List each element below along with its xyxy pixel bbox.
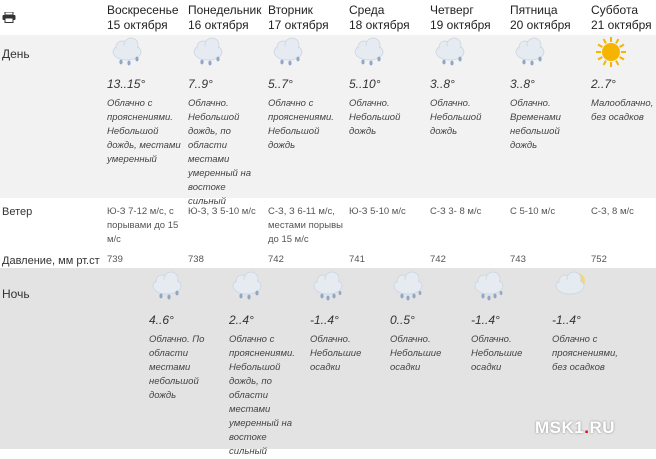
cloud-rain-icon [150, 271, 184, 301]
wind-label: Ветер [2, 206, 33, 218]
night-desc: Облачно с прояснениями. Небольшой дождь, по области местами умеренный на востоке сильный [229, 334, 295, 457]
night-desc: Облачно. Небольшие осадки [310, 334, 362, 373]
day-name: Пятница [510, 3, 558, 17]
day-name: Среда [349, 3, 385, 17]
cloud-snow-rain-icon [311, 271, 345, 301]
wind-value: Ю-З 5-10 м/с [349, 206, 406, 217]
day-name: Четверг [430, 3, 474, 17]
cloud-rain-icon [271, 37, 305, 67]
day-name: Понедельник [188, 3, 262, 17]
cloud-rain-icon [191, 37, 225, 67]
night-temp: -1..4° [471, 313, 500, 327]
moon-cloud-icon [553, 271, 587, 301]
wind-value: С-З, З 6-11 м/с, местами порывы до 15 м/с [268, 206, 343, 245]
cloud-snow-rain-icon [391, 271, 425, 301]
night-temp: -1..4° [310, 313, 339, 327]
pressure-value: 738 [188, 254, 204, 265]
wind-value: С-З, 8 м/с [591, 206, 634, 217]
day-label: День [2, 47, 30, 61]
day-desc: Облачно. Небольшой дождь [430, 98, 482, 137]
cloud-rain-icon [433, 37, 467, 67]
day-name: Вторник [268, 3, 313, 17]
wind-value: С 5-10 м/с [510, 206, 556, 217]
cloud-rain-icon [352, 37, 386, 67]
pressure-value: 742 [430, 254, 446, 265]
day-desc: Облачно. Небольшой дождь [349, 98, 401, 137]
day-date: 15 октября [107, 18, 168, 32]
day-temp: 5..7° [268, 77, 293, 91]
day-name: Воскресенье [107, 3, 179, 17]
night-label: Ночь [2, 287, 30, 301]
night-desc: Облачно. Небольшие осадки [390, 334, 442, 373]
night-desc: Облачно. Небольшие осадки [471, 334, 523, 373]
day-date: 16 октября [188, 18, 249, 32]
day-temp: 3..8° [510, 77, 535, 91]
day-date: 21 октября [591, 18, 652, 32]
wind-value: Ю-З 7-12 м/с, с порывами до 15 м/с [107, 206, 179, 245]
day-date: 17 октября [268, 18, 329, 32]
day-temp: 2..7° [591, 77, 616, 91]
night-desc: Облачно. По области местами небольшой дождь [149, 334, 205, 401]
day-temp: 7..9° [188, 77, 213, 91]
day-desc: Малооблачно, без осадков [591, 98, 654, 123]
wind-value: Ю-З, З 5-10 м/с [188, 206, 256, 217]
day-desc: Облачно с прояснениями. Небольшой дождь, местами умеренный [107, 98, 181, 165]
cloud-rain-icon [513, 37, 547, 67]
pressure-value: 742 [268, 254, 284, 265]
night-temp: -1..4° [552, 313, 581, 327]
pressure-value: 752 [591, 254, 607, 265]
night-desc: Облачно с прояснениями, без осадков [552, 334, 618, 373]
night-temp: 4..6° [149, 313, 174, 327]
wind-value: С-З 3- 8 м/с [430, 206, 482, 217]
day-temp: 13..15° [107, 77, 146, 91]
day-temp: 3..8° [430, 77, 455, 91]
day-desc: Облачно. Временами небольшой дождь [510, 98, 561, 151]
cloud-rain-icon [230, 271, 264, 301]
night-temp: 0..5° [390, 313, 415, 327]
day-temp: 5..10° [349, 77, 381, 91]
pressure-value: 743 [510, 254, 526, 265]
pressure-value: 739 [107, 254, 123, 265]
day-date: 20 октября [510, 18, 571, 32]
day-date: 18 октября [349, 18, 410, 32]
day-desc: Облачно с прояснениями. Небольшой дождь [268, 98, 334, 151]
day-name: Суббота [591, 3, 638, 17]
sun-icon [594, 37, 628, 67]
night-temp: 2..4° [229, 313, 254, 327]
day-desc: Облачно. Небольшой дождь, по области местами умеренный на востоке сильный [188, 98, 251, 207]
pressure-label: Давление, мм рт.ст [2, 255, 100, 267]
cloud-rain-icon [110, 37, 144, 67]
day-date: 19 октября [430, 18, 491, 32]
logo: MSK1.RU [535, 418, 616, 437]
pressure-value: 741 [349, 254, 365, 265]
cloud-snow-rain-icon [472, 271, 506, 301]
printer-icon[interactable] [2, 12, 16, 23]
